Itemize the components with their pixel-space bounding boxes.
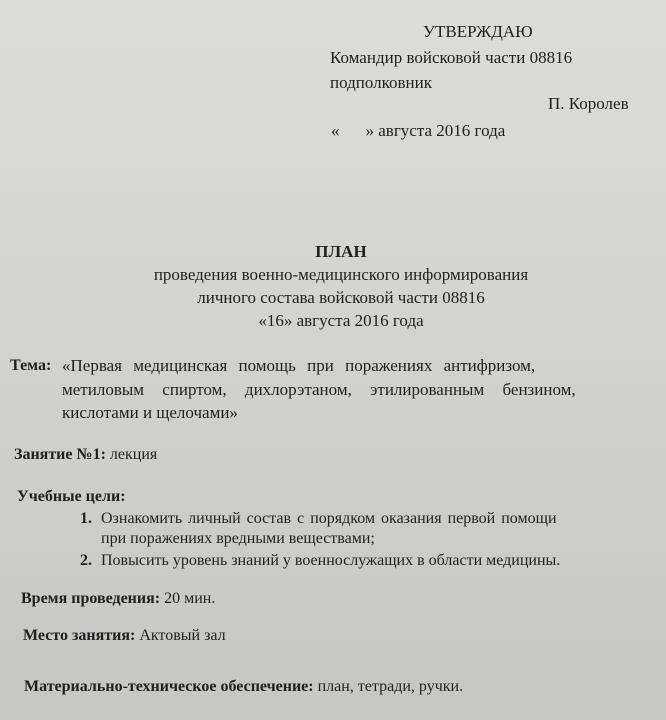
time-label: Время проведения: (21, 590, 161, 607)
date-quote-close: » (365, 121, 374, 140)
plan-subtitle-line1: проведения военно-медицинского информирования (153, 265, 529, 284)
date-quote-open: « (331, 121, 340, 140)
plan-subtitle-date: «16» августа 2016 года (258, 311, 424, 330)
lesson-label: Занятие №1: (14, 446, 106, 463)
goals-label: Учебные цели: (17, 488, 126, 505)
approval-title: УТВЕРЖДАЮ (423, 22, 533, 41)
approval-position-line2: подполковник (330, 73, 432, 92)
place-label: Место занятия: (23, 627, 136, 644)
approval-position-line1: Командир войсковой части 08816 (330, 48, 573, 67)
topic-line3: кислотами и щелочами» (62, 403, 238, 422)
time-row (21, 590, 215, 608)
topic-label: Тема: (10, 357, 52, 374)
approval-signatory: П. Королев (548, 94, 629, 113)
materials-value: план, тетради, ручки. (317, 678, 464, 695)
topic-line2: метиловым спиртом, дихлорэтаном, этилированным бензином, (62, 380, 576, 399)
date-rest: августа 2016 года (378, 121, 506, 140)
materials-label: Материально-техническое обеспечение: (24, 678, 314, 695)
goal-1-number: 1. (80, 510, 92, 527)
topic-line1: «Первая медицинская помощь при поражениях антифризом, (62, 356, 536, 375)
time-value: 20 мин. (164, 590, 216, 607)
place-row (23, 627, 226, 645)
goal-2-number: 2. (80, 552, 92, 569)
goal-1-line1: Ознакомить личный состав с порядком оказания первой помощи (101, 510, 557, 527)
plan-title: ПЛАН (315, 242, 367, 261)
lesson-value: лекция (109, 446, 158, 463)
materials-row (24, 678, 463, 696)
approval-date (331, 121, 505, 141)
plan-subtitle-line2: личного состава войсковой части 08816 (197, 288, 485, 307)
goal-1-line2: при поражениях вредными веществами; (101, 530, 375, 547)
place-value: Актовый зал (139, 627, 226, 644)
lesson-row (14, 446, 157, 464)
goal-2-line1: Повысить уровень знаний у военнослужащих в области медицины. (101, 552, 561, 569)
